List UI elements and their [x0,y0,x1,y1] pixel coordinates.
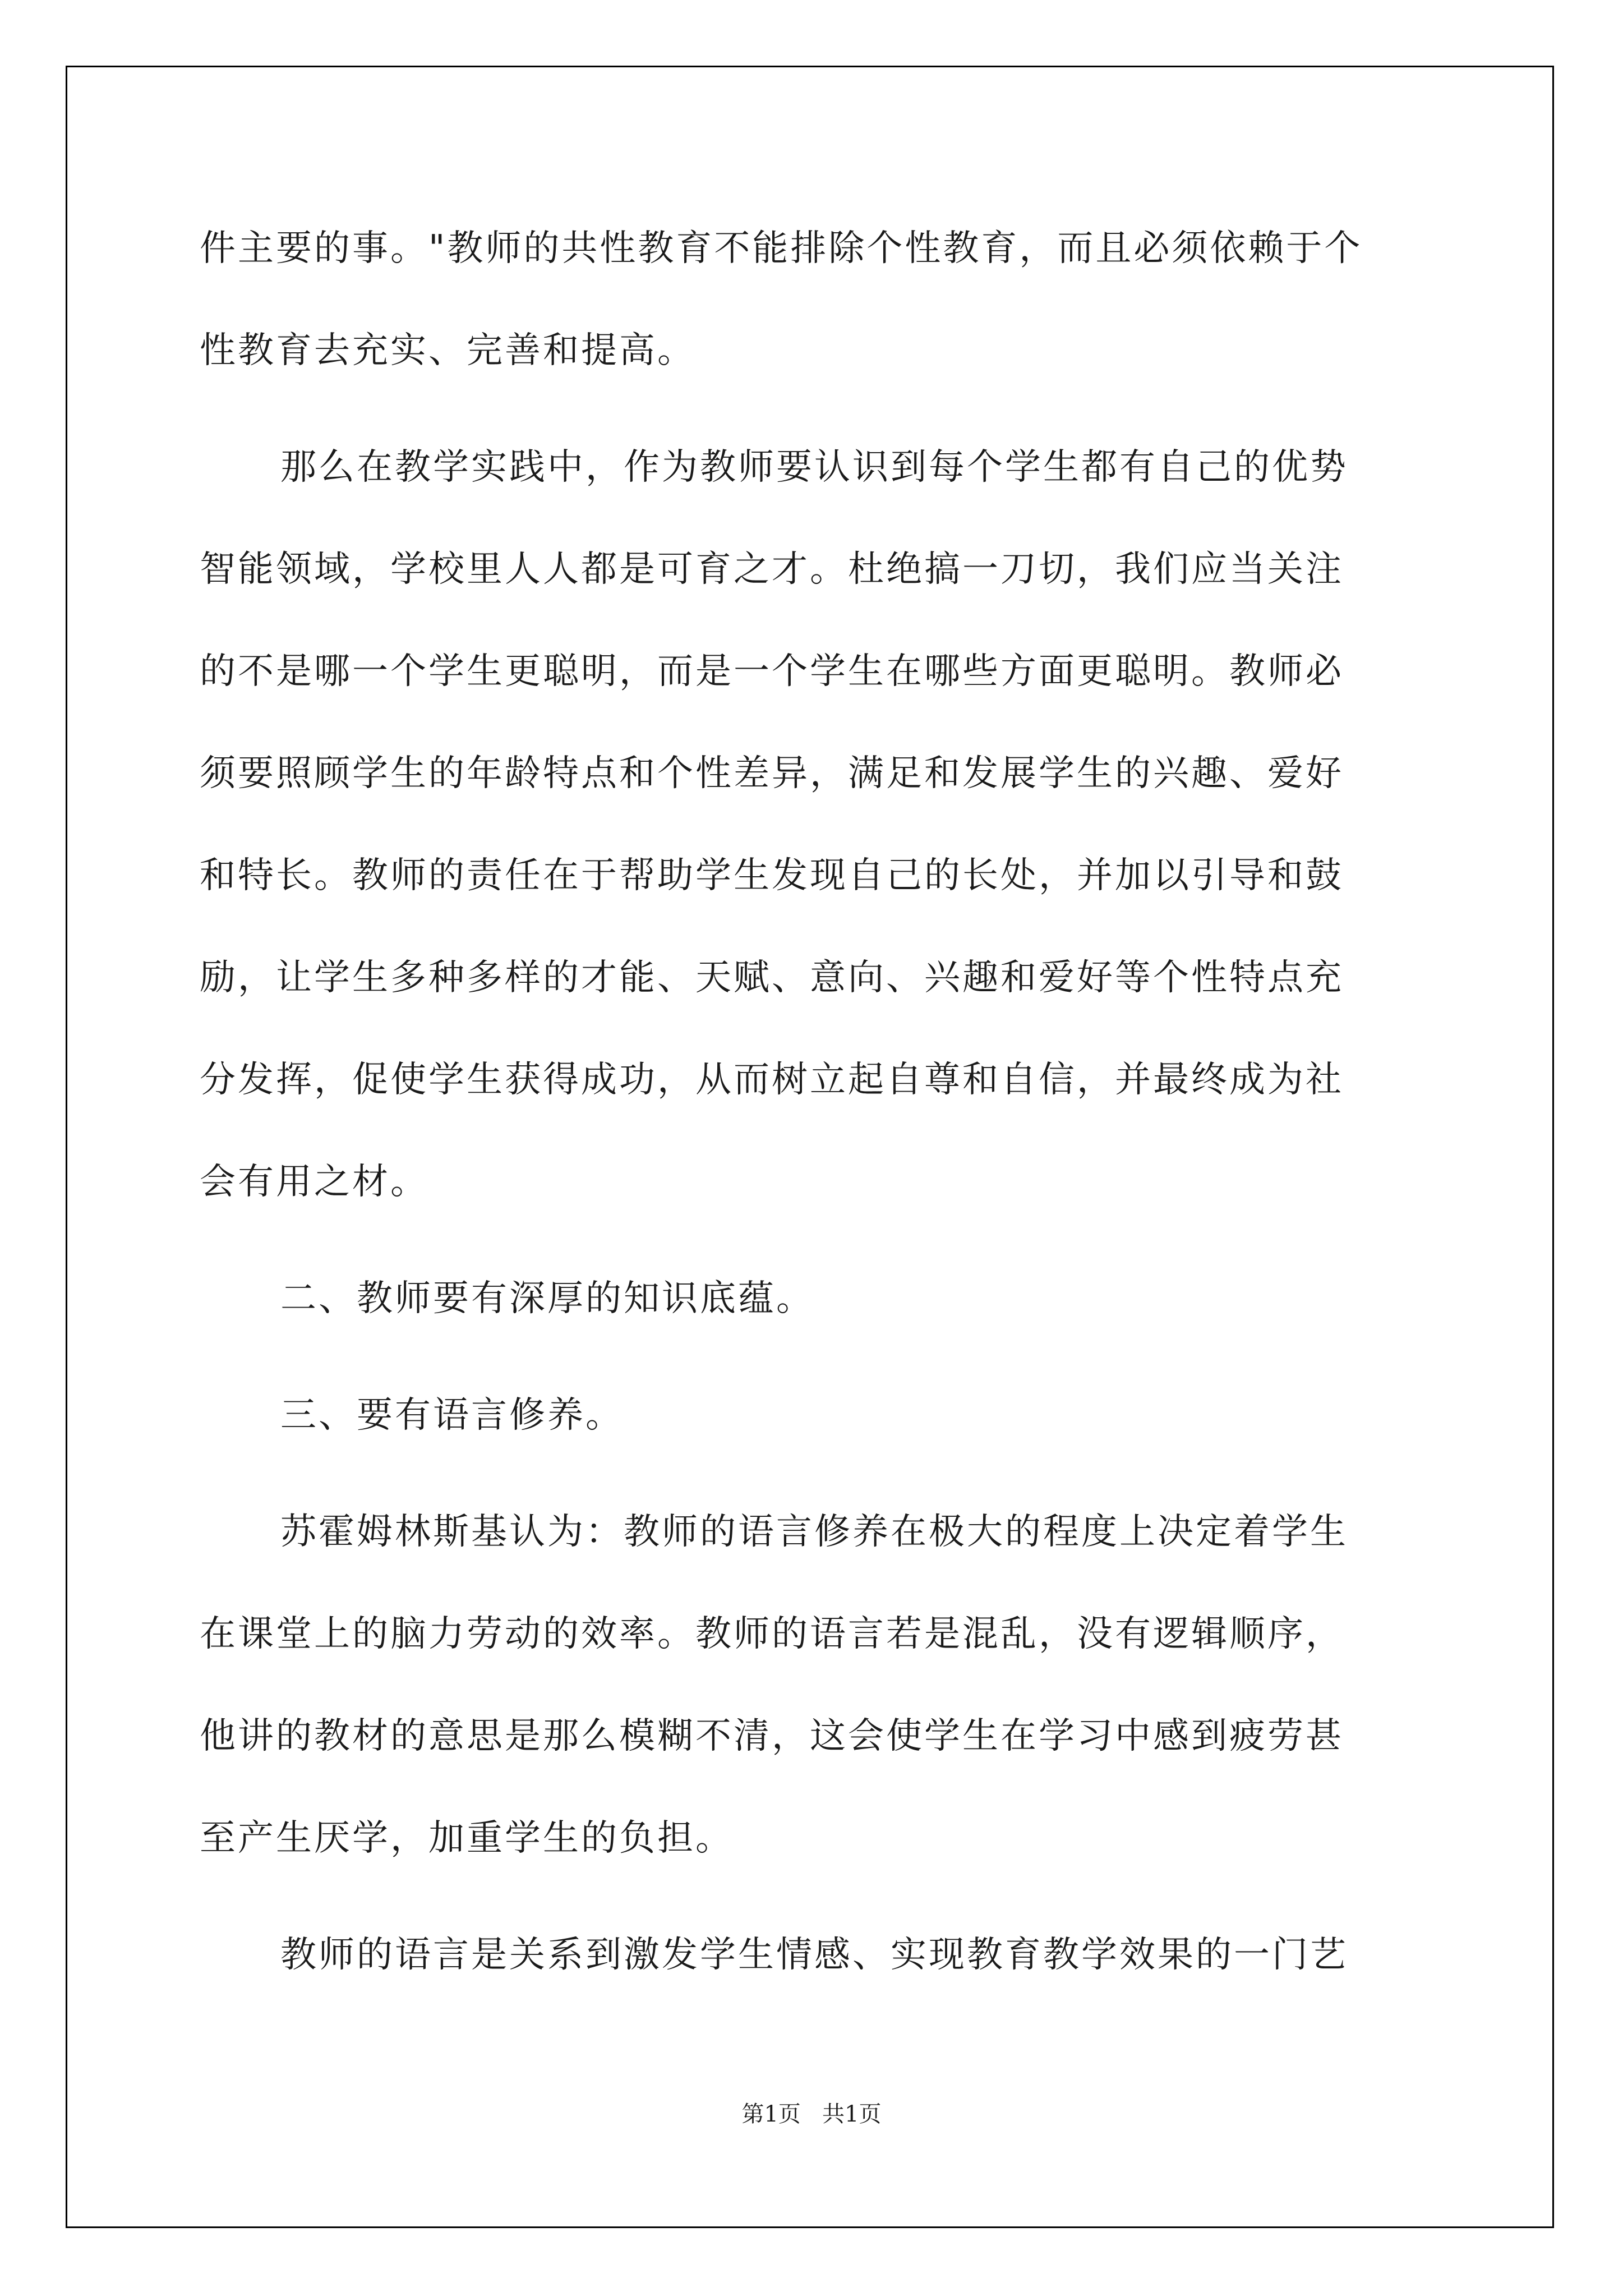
text-line-12: 三、要有语言修养。 [280,1395,624,1436]
text-line-2: 性教育去充实、完善和提高。 [200,330,695,371]
text-line-9: 分发挥，促使学生获得成功，从而树立起自尊和自信，并最终成为社 [200,1059,1344,1101]
text-line-1: 件主要的事。"教师的共性教育不能排除个性教育，而且必须依赖于个 [200,228,1363,269]
text-line-17: 教师的语言是关系到激发学生情感、实现教育教学效果的一门艺 [280,1934,1348,1976]
text-line-14: 在课堂上的脑力劳动的效率。教师的语言若是混乱，没有逻辑顺序， [200,1613,1344,1655]
text-line-5: 的不是哪一个学生更聪明，而是一个学生在哪些方面更聪明。教师必 [200,651,1344,692]
text-line-11: 二、教师要有深厚的知识底蕴。 [280,1278,814,1319]
text-line-15: 他讲的教材的意思是那么模糊不清，这会使学生在学习中感到疲劳甚 [200,1715,1344,1757]
text-line-4: 智能领域，学校里人人都是可育之才。杜绝搞一刀切，我们应当关注 [200,549,1344,590]
text-line-13: 苏霍姆林斯基认为：教师的语言修养在极大的程度上决定着学生 [280,1511,1348,1553]
page-footer: 第1页 共1页 [741,2101,882,2127]
text-line-3: 那么在教学实践中，作为教师要认识到每个学生都有自己的优势 [280,447,1348,488]
text-line-8: 励，让学生多种多样的才能、天赋、意向、兴趣和爱好等个性特点充 [200,957,1344,999]
text-line-16: 至产生厌学，加重学生的负担。 [200,1818,734,1859]
text-line-7: 和特长。教师的责任在于帮助学生发现自己的长处，并加以引导和鼓 [200,855,1344,896]
text-line-10: 会有用之材。 [200,1161,428,1203]
text-line-6: 须要照顾学生的年龄特点和个性差异，满足和发展学生的兴趣、爱好 [200,753,1344,794]
page-border [66,66,1554,2228]
